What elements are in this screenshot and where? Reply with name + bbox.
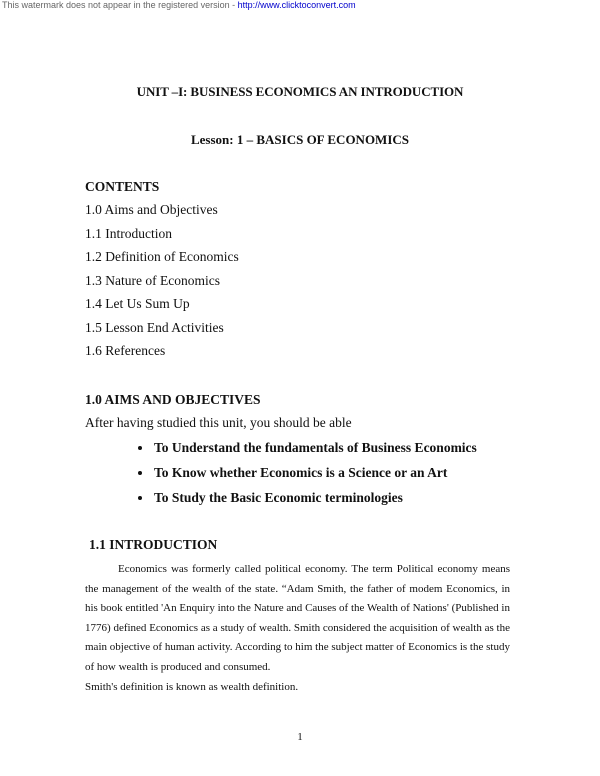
bullet-dot-icon [138, 446, 142, 450]
bullet-dot-icon [138, 496, 142, 500]
contents-item: 1.1 Introduction [85, 225, 172, 241]
objective-item [138, 439, 477, 464]
contents-heading: CONTENTS [85, 179, 160, 194]
introduction-paragraph: Economics was formerly called political economy. The term Political economy means the management of the wealth of the state. “Adam Smith, the father of modem Economics, in his book entitled 'An Enquiry into the Nature and Causes of the Wealth of Nations' (Published in 1776) defined Economics as a study of wealth. Smith considered the acquisition of wealth as the main objective of human activity. According to him the subject matter of Economics is the study of how wealth is produced and consumed. [85, 563, 510, 673]
contents-item: 1.2 Definition of Economics [85, 249, 239, 264]
watermark-text: This watermark does not appear in the registered version - [2, 0, 238, 10]
objective-text: To Understand the fundamentals of Business Economics [154, 440, 477, 455]
objective-item [138, 489, 477, 514]
objective-text: To Know whether Economics is a Science or an Art [154, 465, 448, 480]
unit-title: UNIT –I: BUSINESS ECONOMICS AN INTRODUCTION [136, 84, 464, 99]
page-number: 1 [297, 731, 303, 743]
contents-item: 1.3 Nature of Economics [85, 272, 220, 288]
introduction-heading: 1.1 INTRODUCTION [89, 537, 218, 552]
watermark-link[interactable]: http://www.clicktoconvert.com [237, 0, 356, 10]
lesson-title: Lesson: 1 – BASICS OF ECONOMICS [190, 132, 410, 147]
contents-item: 1.6 References [85, 343, 166, 358]
contents-list [85, 201, 239, 366]
contents-item: 1.0 Aims and Objectives [85, 202, 218, 217]
contents-item: 1.4 Let Us Sum Up [85, 296, 190, 311]
objective-text: To Study the Basic Economic terminologies [154, 490, 403, 505]
objectives-list [138, 439, 477, 514]
introduction-last-line: Smith's definition is known as wealth definition. [85, 680, 299, 693]
introduction-body [85, 560, 510, 697]
watermark-notice [2, 0, 356, 10]
objective-item [138, 464, 477, 489]
contents-item: 1.5 Lesson End Activities [85, 319, 224, 335]
aims-intro: After having studied this unit, you should be able [85, 415, 352, 430]
bullet-dot-icon [138, 471, 142, 475]
aims-heading: 1.0 AIMS AND OBJECTIVES [85, 392, 261, 407]
